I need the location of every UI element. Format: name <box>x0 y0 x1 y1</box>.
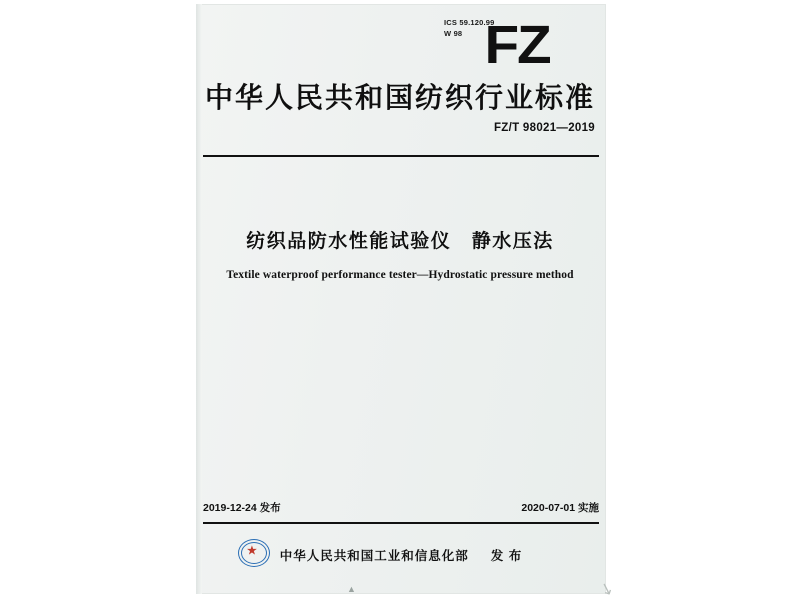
fz-logo: FZ <box>484 15 550 75</box>
divider-top <box>203 155 599 157</box>
cover-sheet <box>196 4 616 600</box>
issuer-row <box>203 539 599 571</box>
date-row <box>203 500 599 515</box>
class-code: W 98 <box>444 28 463 38</box>
standard-number: FZ/T 98021—2019 <box>493 122 595 134</box>
subject-title-cn: 纺织品防水性能试验仪 静水压法 <box>246 231 554 252</box>
ics-code: ICS 59.120.99 <box>444 18 495 27</box>
page-title: 中华人民共和国纺织行业标准 <box>204 82 595 113</box>
issuer-name: 中华人民共和国工业和信息化部 <box>279 549 469 563</box>
issue-date: 2019-12-24 发布 <box>203 502 281 514</box>
issuer-verb: 发 布 <box>490 549 523 563</box>
ministry-emblem-icon <box>238 539 272 569</box>
subject-title-en: Textile waterproof performance tester—Hydrostatic pressure method <box>226 269 574 281</box>
emblem-star-icon: ★ <box>247 545 257 557</box>
effective-date: 2020-07-01 实施 <box>521 502 599 514</box>
page-mark-a-icon: ▲ <box>347 584 356 594</box>
divider-bottom <box>203 522 599 524</box>
page-mark-b-icon: ↘ <box>597 579 616 600</box>
